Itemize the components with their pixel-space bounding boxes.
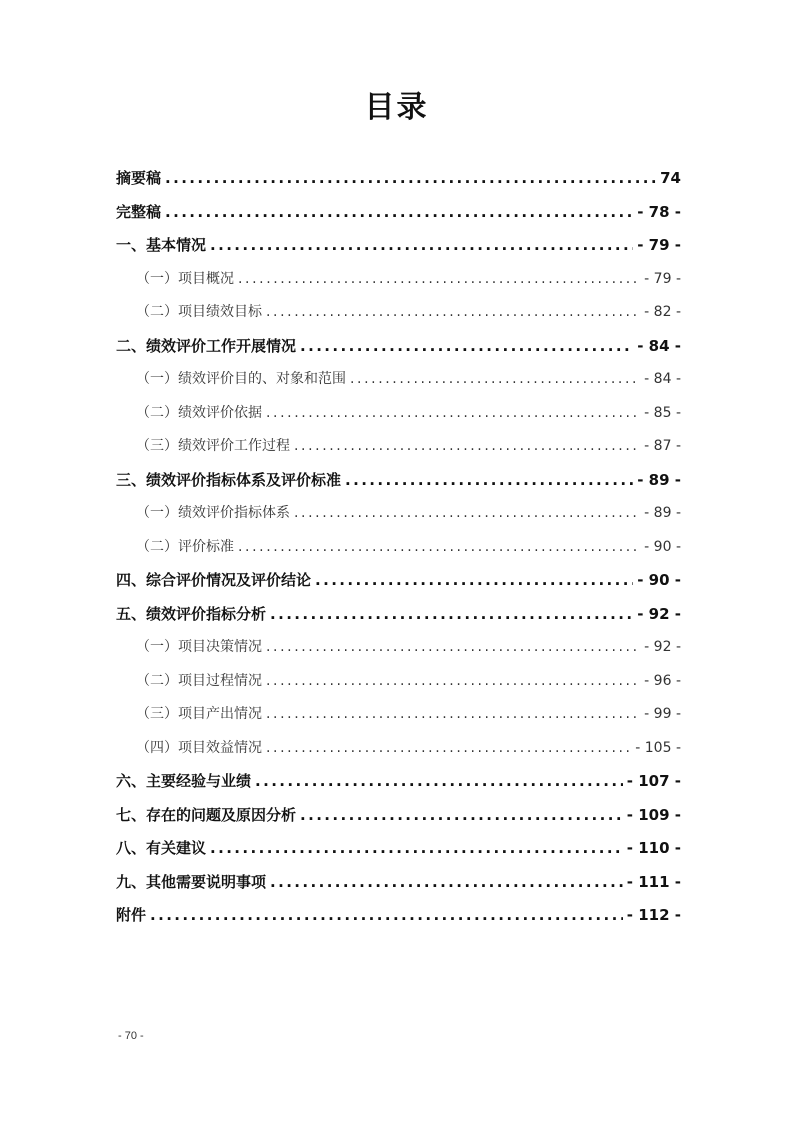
toc-entry-label: 六、主要经验与业绩	[116, 772, 252, 790]
toc-entry-page: - 89 -	[644, 505, 681, 521]
toc-entry-page: - 105 -	[635, 739, 681, 756]
toc-entry-page: - 84 -	[644, 371, 681, 387]
toc-entry-page: - 109 -	[626, 805, 681, 824]
toc-entry-section-5[interactable]	[116, 598, 681, 632]
toc-dot-leader	[238, 531, 640, 565]
toc-entry-summary[interactable]	[116, 162, 681, 196]
toc-entry-page: - 110 -	[626, 839, 681, 857]
toc-entry-page: - 90 -	[644, 538, 681, 555]
toc-entry-label: 三、绩效评价指标体系及评价标准	[116, 470, 342, 489]
toc-entry-page: - 90 -	[637, 571, 681, 589]
toc-entry-page: - 85 -	[644, 404, 681, 421]
toc-entry-section-9[interactable]	[116, 866, 681, 900]
toc-entry-page: - 84 -	[637, 336, 681, 355]
toc-entry-label: 九、其他需要说明事项	[116, 872, 267, 891]
toc-entry-section-2-3[interactable]	[116, 430, 681, 464]
toc-entry-section-1-2[interactable]	[116, 296, 681, 330]
toc-entry-label: 八、有关建议	[116, 839, 207, 857]
table-of-contents	[116, 162, 681, 933]
toc-entry-section-8[interactable]	[116, 832, 681, 866]
toc-entry-section-3[interactable]	[116, 464, 681, 498]
toc-entry-label: （二）绩效评价依据	[136, 404, 262, 421]
toc-dot-leader	[294, 497, 640, 531]
toc-entry-label: （一）绩效评价目的、对象和范围	[136, 371, 346, 387]
toc-dot-leader	[350, 363, 640, 397]
toc-dot-leader	[210, 832, 623, 866]
toc-entry-section-2-1[interactable]	[116, 363, 681, 397]
toc-entry-section-7[interactable]	[116, 799, 681, 833]
toc-dot-leader	[270, 866, 623, 900]
toc-entry-page: 74	[660, 169, 681, 187]
toc-entry-section-4[interactable]	[116, 564, 681, 598]
toc-dot-leader	[266, 732, 631, 766]
toc-entry-label: 附件	[116, 906, 147, 924]
toc-entry-section-2-2[interactable]	[116, 397, 681, 431]
toc-entry-label: （二）项目过程情况	[136, 672, 262, 689]
toc-dot-leader	[266, 698, 640, 732]
toc-entry-label: （四）项目效益情况	[136, 739, 262, 756]
toc-dot-leader	[266, 631, 640, 665]
toc-dot-leader	[300, 799, 623, 833]
toc-dot-leader	[255, 765, 623, 799]
page-number: - 70 -	[118, 1030, 144, 1042]
toc-dot-leader	[210, 229, 633, 263]
toc-entry-section-3-1[interactable]	[116, 497, 681, 531]
toc-dot-leader	[238, 263, 640, 297]
toc-entry-label: （一）绩效评价指标体系	[136, 505, 290, 521]
toc-dot-leader	[165, 196, 633, 230]
toc-entry-label: （一）项目概况	[136, 270, 234, 287]
toc-entry-label: 二、绩效评价工作开展情况	[116, 336, 297, 355]
toc-dot-leader	[315, 564, 633, 598]
toc-dot-leader	[266, 397, 640, 431]
toc-entry-section-5-4[interactable]	[116, 732, 681, 766]
toc-entry-section-6[interactable]	[116, 765, 681, 799]
toc-entry-page: - 78 -	[637, 202, 681, 221]
toc-entry-full-report[interactable]	[116, 196, 681, 230]
toc-entry-label: 摘要稿	[116, 169, 162, 187]
toc-entry-label: 五、绩效评价指标分析	[116, 604, 267, 623]
toc-entry-label: （三）项目产出情况	[136, 706, 262, 722]
toc-dot-leader	[270, 598, 633, 632]
toc-entry-appendix[interactable]	[116, 899, 681, 933]
toc-entry-page: - 79 -	[637, 236, 681, 254]
toc-entry-page: - 96 -	[644, 672, 681, 689]
toc-entry-page: - 99 -	[644, 706, 681, 722]
toc-entry-page: - 82 -	[644, 304, 681, 320]
toc-dot-leader	[294, 430, 640, 464]
toc-entry-section-1-1[interactable]	[116, 263, 681, 297]
toc-dot-leader	[300, 330, 633, 364]
toc-dot-leader	[165, 162, 656, 196]
page-title: 目录	[364, 90, 429, 125]
toc-entry-page: - 87 -	[644, 438, 681, 454]
toc-dot-leader	[150, 899, 623, 933]
toc-entry-section-3-2[interactable]	[116, 531, 681, 565]
toc-entry-label: （一）项目决策情况	[136, 639, 262, 655]
toc-entry-label: 七、存在的问题及原因分析	[116, 805, 297, 824]
toc-entry-section-5-3[interactable]	[116, 698, 681, 732]
toc-entry-page: - 107 -	[626, 772, 681, 790]
toc-entry-page: - 79 -	[644, 270, 681, 287]
toc-entry-section-5-1[interactable]	[116, 631, 681, 665]
toc-entry-label: （二）评价标准	[136, 538, 234, 555]
toc-dot-leader	[266, 296, 640, 330]
toc-dot-leader	[266, 665, 640, 699]
toc-entry-page: - 89 -	[637, 470, 681, 489]
toc-entry-page: - 92 -	[644, 639, 681, 655]
toc-entry-label: （二）项目绩效目标	[136, 304, 262, 320]
toc-entry-page: - 112 -	[626, 906, 681, 924]
toc-entry-label: （三）绩效评价工作过程	[136, 438, 290, 454]
toc-entry-page: - 111 -	[626, 872, 681, 891]
toc-entry-section-5-2[interactable]	[116, 665, 681, 699]
toc-entry-section-1[interactable]	[116, 229, 681, 263]
toc-dot-leader	[345, 464, 633, 498]
toc-entry-page: - 92 -	[637, 604, 681, 623]
toc-entry-label: 完整稿	[116, 202, 162, 221]
toc-entry-label: 一、基本情况	[116, 236, 207, 254]
toc-entry-section-2[interactable]	[116, 330, 681, 364]
toc-entry-label: 四、综合评价情况及评价结论	[116, 571, 312, 589]
